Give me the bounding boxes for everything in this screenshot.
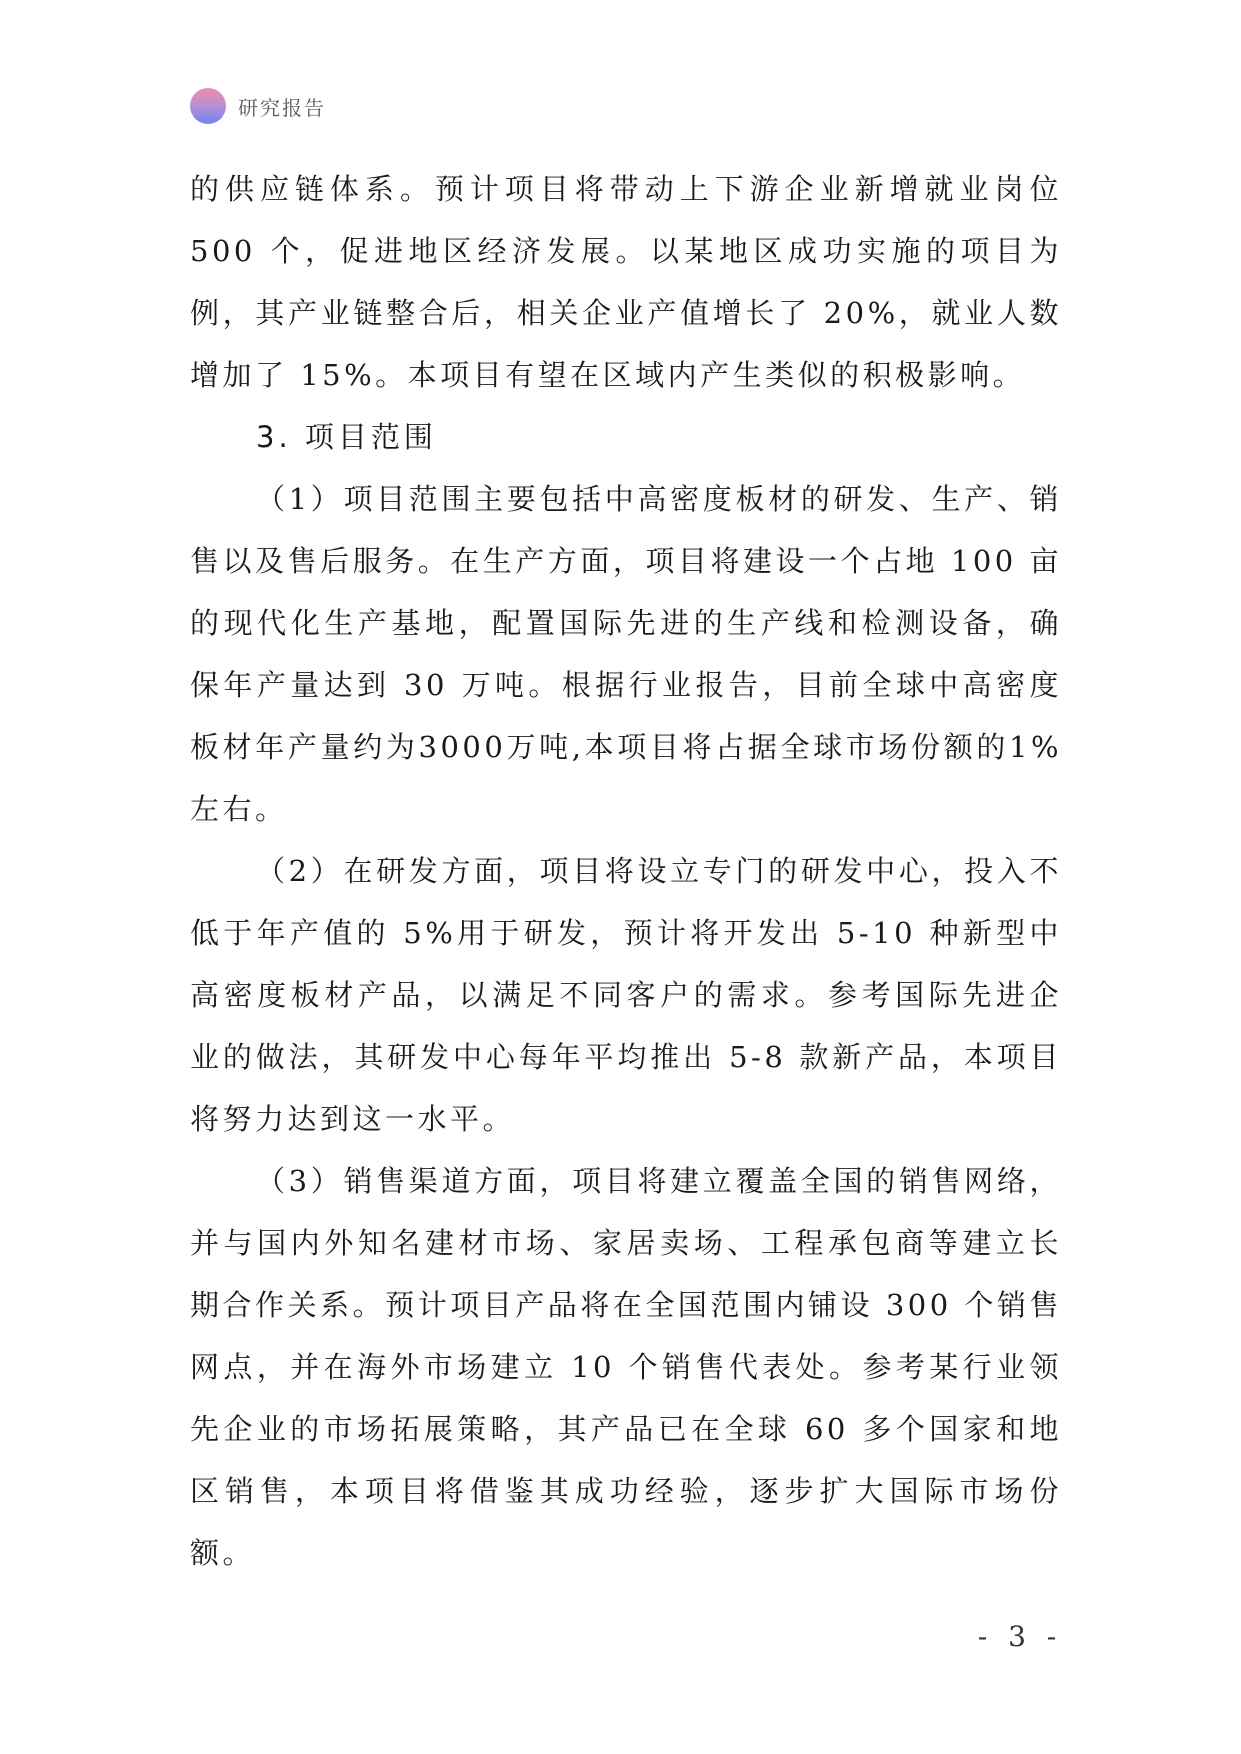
document-body (190, 158, 1062, 1584)
page-header (190, 88, 326, 124)
paragraph-2: （1）项目范围主要包括中高密度板材的研发、生产、销售以及售后服务。在生产方面，项目将建设一个占地 100 亩的现代化生产基地，配置国际先进的生产线和检测设备，确保年产量达到 30 万吨。根据行业报告，目前全球中高密度板材年产量约为3000万吨,本项目将占据全球市场份额的1%左右。 (190, 482, 1062, 826)
logo-icon (190, 88, 226, 124)
paragraph-4: （3）销售渠道方面，项目将建立覆盖全国的销售网络，并与国内外知名建材市场、家居卖场、工程承包商等建立长期合作关系。预计项目产品将在全国范围内铺设 300 个销售网点，并在海外市场建立 10 个销售代表处。参考某行业领先企业的市场拓展策略，其产品已在全球 60 多个国家和地区销售，本项目将借鉴其成功经验，逐步扩大国际市场份额。 (190, 1164, 1062, 1570)
header-title: 研究报告 (238, 95, 326, 120)
section-heading: 3. 项目范围 (256, 420, 437, 454)
page-number: - 3 - (977, 1620, 1063, 1653)
paragraph-1: 的供应链体系。预计项目将带动上下游企业新增就业岗位 500 个，促进地区经济发展。以某地区成功实施的项目为例，其产业链整合后，相关企业产值增长了 20%，就业人数增加了 15%。本项目有望在区域内产生类似的积极影响。 (190, 172, 1062, 392)
paragraph-3: （2）在研发方面，项目将设立专门的研发中心，投入不低于年产值的 5%用于研发，预计将开发出 5-10 种新型中高密度板材产品，以满足不同客户的需求。参考国际先进企业的做法，其研发中心每年平均推出 5-8 款新产品，本项目将努力达到这一水平。 (190, 854, 1062, 1136)
